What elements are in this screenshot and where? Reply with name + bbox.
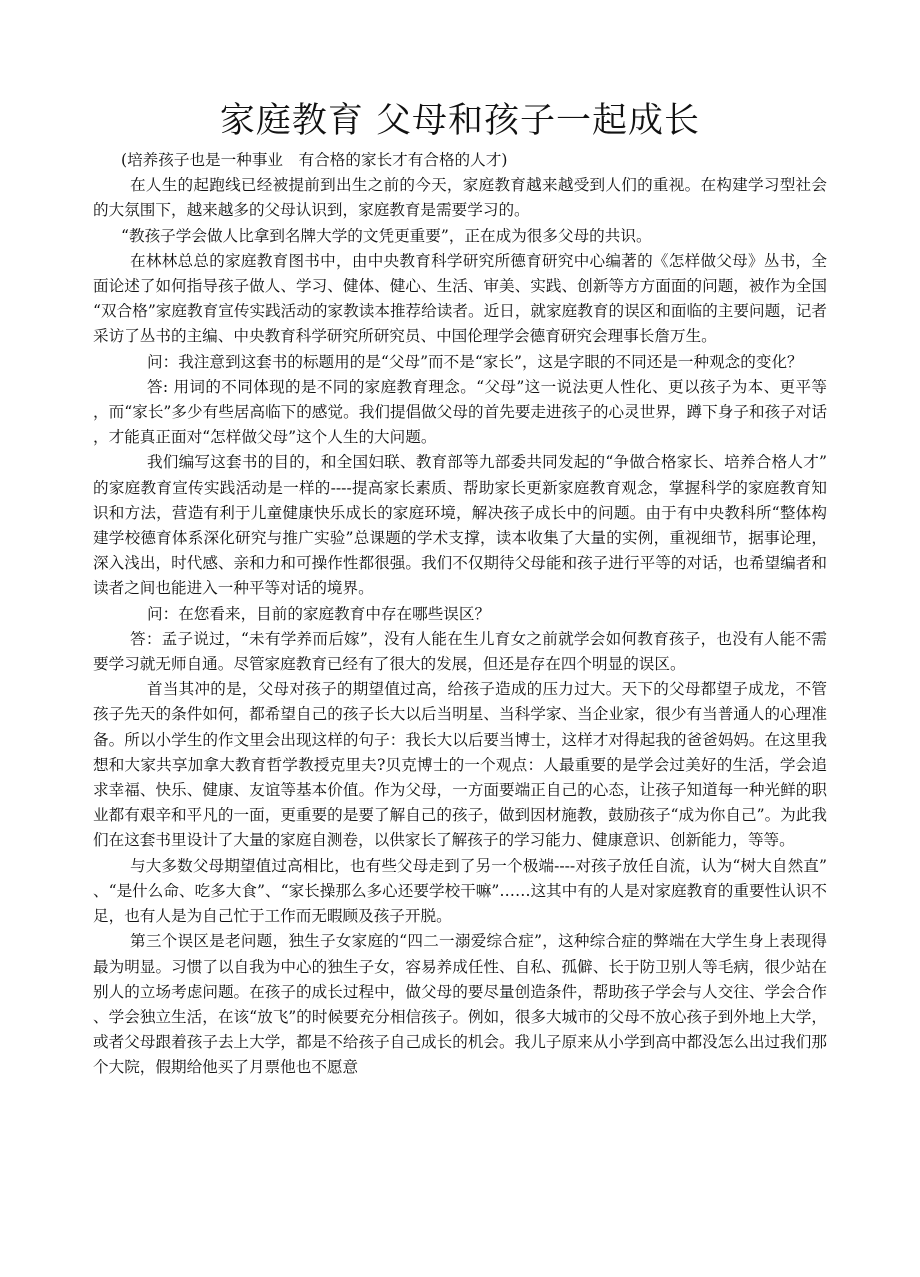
body-paragraph: 与大多数父母期望值过高相比，也有些父母走到了另一个极端----对孩子放任自流，认为“树大自然直”、“是什么命、吃多大食”、“家长操那么多心还要学校干嘛”……这其中有的人是对家庭教育的重要性认识不足，也有人是为自己忙于工作而无暇顾及孩子开脱。 (93, 856, 827, 926)
subtitle-paragraph: (培养孩子也是一种事业 有合格的家长才有合格的人才) (121, 151, 508, 169)
answer-paragraph: 答：孟子说过，“未有学养而后嫁”，没有人能在生儿育女之前就学会如何教育孩子，也没有人能不需要学习就无师自通。尽管家庭教育已经有了很大的发展，但还是存在四个明显的误区。 (93, 629, 827, 674)
document-title: 家庭教育 父母和孩子一起成长 (219, 101, 701, 141)
body-paragraph: 在林林总总的家庭教育图书中，由中央教育科学研究所德育研究中心编著的《怎样做父母》丛书，全面论述了如何指导孩子做人、学习、健体、健心、生活、审美、实践、创新等方方面面的问题，被作为全国“双合格”家庭教育宣传实践活动的家教读本推荐给读者。近日，就家庭教育的误区和面临的主要问题，记者采访了丛书的主编、中央教育科学研究所研究员、中国伦理学会德育研究会理事长詹万生。 (93, 251, 827, 346)
question-paragraph: 问：我注意到这套书的标题用的是“父母”而不是“家长”，这是字眼的不同还是一种观念的变化？ (147, 352, 803, 371)
body-paragraph: 我们编写这套书的目的，和全国妇联、教育部等九部委共同发起的“争做合格家长、培养合格人才”的家庭教育宣传实践活动是一样的----提高家长素质、帮助家长更新家庭教育观念，掌握科学的家庭教育知识和方法，营造有利于儿童健康快乐成长的家庭环境，解决孩子成长中的问题。由于有中央教科所“整体构建学校德育体系深化研究与推广实验”总课题的学术支撑，读本收集了大量的实例，重视细节，据事论理，深入浅出，时代感、亲和力和可操作性都很强。我们不仅期待父母能和孩子进行平等的对话，也希望编者和读者之间也能进入一种平等对话的境界。 (93, 453, 827, 598)
body-paragraph: 首当其冲的是，父母对孩子的期望值过高，给孩子造成的压力过大。天下的父母都望子成龙，不管孩子先天的条件如何，都希望自己的孩子长大以后当明星、当科学家、当企业家，很少有当普通人的心理准备。所以小学生的作文里会出现这样的句子：我长大以后要当博士，这样才对得起我的爸爸妈妈。在这里我想和大家共享加拿大教育哲学教授克里夫?贝克博士的一个观点：人最重要的是学会过美好的生活，学会追求幸福、快乐、健康、友谊等基本价值。作为父母，一方面要端正自己的心态，让孩子知道每一种光鲜的职业都有艰辛和平凡的一面，更重要的是要了解自己的孩子，做到因材施教，鼓励孩子“成为你自己”。为此我们在这套书里设计了大量的家庭自测卷，以供家长了解孩子的学习能力、健康意识、创新能力，等等。 (93, 680, 827, 850)
body-paragraph: “教孩子学会做人比拿到名牌大学的文凭更重要”，正在成为很多父母的共识。 (121, 226, 652, 245)
body-paragraph: 第三个误区是老问题，独生子女家庭的“四二一溺爱综合症”，这种综合症的弊端在大学生身上表现得最为明显。习惯了以自我为中心的独生子女，容易养成任性、自私、孤僻、长于防卫别人等毛病，很少站在别人的立场考虑问题。在孩子的成长过程中，做父母的要尽量创造条件，帮助孩子学会与人交往、学会合作、学会独立生活，在该“放飞”的时候要充分相信孩子。例如，很多大城市的父母不放心孩子到外地上大学，或者父母跟着孩子去上大学，都是不给孩子自己成长的机会。我儿子原来从小学到高中都没怎么出过我们那个大院，假期给他买了月票他也不愿意 (93, 932, 827, 1077)
document-body (93, 148, 827, 1081)
answer-paragraph: 答: 用词的不同体现的是不同的家庭教育理念。“父母”这一说法更人性化、更以孩子为本、更平等，而“家长”多少有些居高临下的感觉。我们提倡做父母的首先要走进孩子的心灵世界，蹲下身子和孩子对话，才能真正面对“怎样做父母”这个人生的大问题。 (93, 377, 827, 447)
question-paragraph: 问：在您看来，目前的家庭教育中存在哪些误区？ (147, 604, 491, 623)
body-paragraph: 在人生的起跑线已经被提前到出生之前的今天，家庭教育越来越受到人们的重视。在构建学习型社会的大氛围下，越来越多的父母认识到，家庭教育是需要学习的。 (93, 176, 827, 220)
